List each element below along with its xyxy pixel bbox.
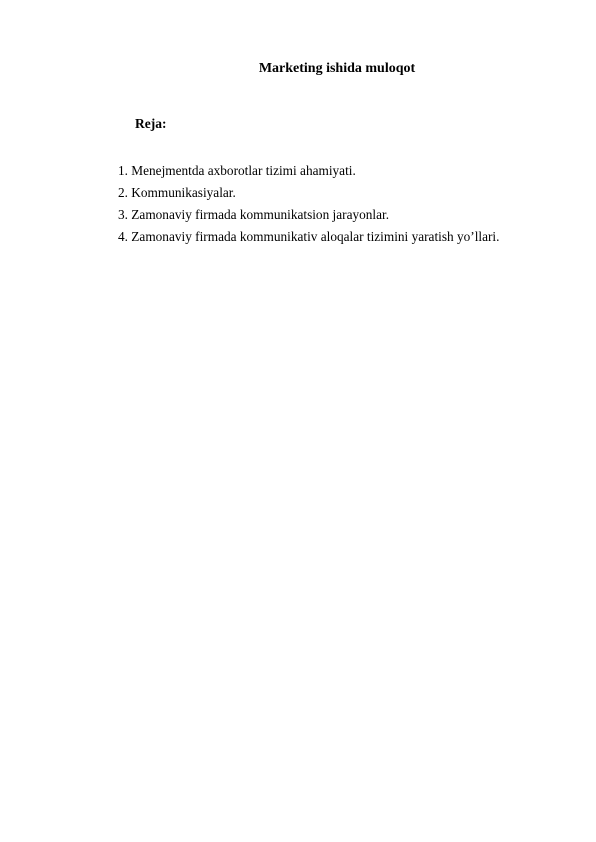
plan-list xyxy=(118,160,499,248)
plan-item: 4. Zamonaviy firmada kommunikativ aloqalar tizimini yaratish yo’llari. xyxy=(118,229,500,244)
plan-item: 3. Zamonaviy firmada kommunikatsion jarayonlar. xyxy=(118,207,390,222)
plan-heading: Reja: xyxy=(135,116,167,131)
document-title: Marketing ishida muloqot xyxy=(258,61,416,76)
plan-item: 2. Kommunikasiyalar. xyxy=(118,185,236,200)
plan-item: 1. Menejmentda axborotlar tizimi ahamiyati. xyxy=(118,163,356,178)
